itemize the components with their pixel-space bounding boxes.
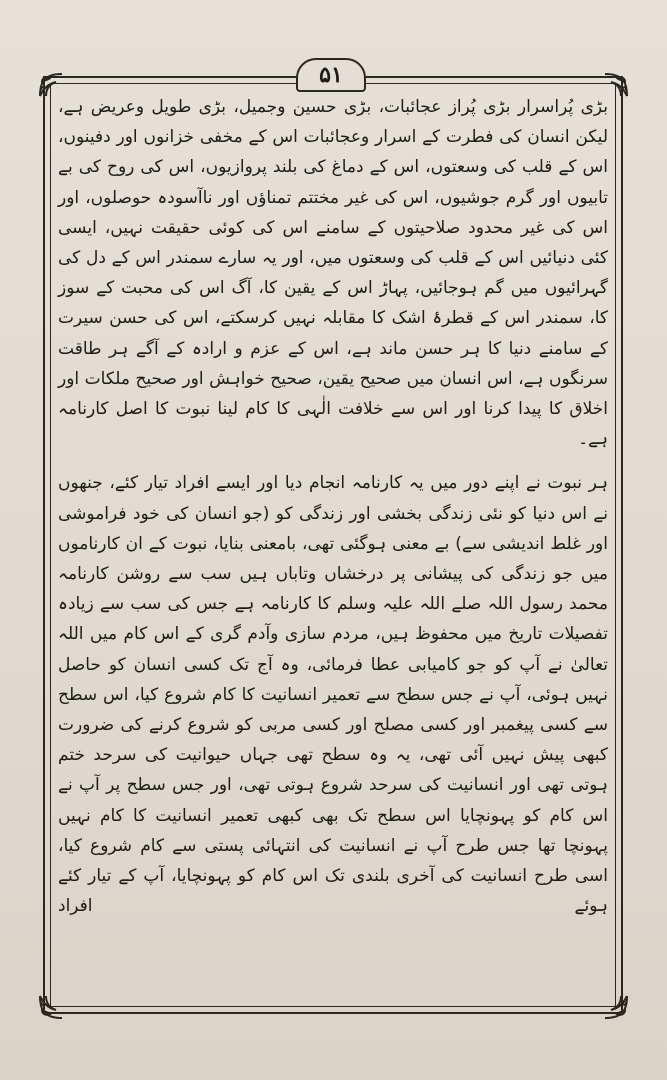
- paragraph: بڑی پُراسرار بڑی پُراز عجائبات، بڑی حسین وجمیل، بڑی طویل وعریض ہے، لیکن انسان کی فطرت کے اسرار وعجائبات اس کے مخفی خزانوں اور دفینوں، اس کے قلب کی وسعتوں، اس کے دماغ کی بلند پروازیوں، اس کی روح کی بے تابیوں اور گرم جوشیوں، اس کی غیر مختتم تمناؤں اور ناآسودہ حوصلوں، اور اس کی غیر محدود صلاحیتوں کے سامنے اس کی کوئی حقیقت نہیں، ایسی کئی دنیائیں اس کے قلب کی وسعتوں میں، اور یہ سارے سمندر اس کے دل کی گہرائیوں میں گم ہوجائیں، پہاڑ اس کے یقین کا، آگ اس کی محبت کے سوز کا، سمندر اس کے قطرۂ اشک کا مقابلہ نہیں کرسکتے، اس کی حسن سیرت کے سامنے دنیا کا ہر حسن ماند ہے، اس کے عزم و ارادہ کے آگے ہر طاقت سرنگوں ہے، اس انسان میں صحیح یقین، صحیح خواہش اور صحیح ملکات اور اخلاق کا پیدا کرنا اور اس سے خلافت الٰہی کا کام لینا نبوت کا اصل کارنامہ ہے۔: [58, 97, 608, 450]
- body-text: [58, 92, 608, 997]
- paragraph: ہر نبوت نے اپنے دور میں یہ کارنامہ انجام دیا اور ایسے افراد تیار کئے، جنھوں نے اس دنیا کو نئی زندگی بخشی اور زندگی کو (جو انسان کی خود فراموشی اور غلط اندیشی سے) بے معنی ہوگئی تھی، بامعنی بنایا، نبوت کے ان کارناموں میں جو زندگی کی پیشانی پر درخشاں وتاباں ہیں سب سے روشن کارنامہ محمد رسول اللہ صلے اللہ علیہ وسلم کا کارنامہ ہے جس کی سب سے زیادہ تفصیلات تاریخ میں محفوظ ہیں، مردم سازی وآدم گری کے اس کام میں اللہ تعالیٰ نے آپ کو جو کامیابی عطا فرمائی، وہ آج تک کسی انسان کو حاصل نہیں ہوئی، آپ نے جس سطح سے تعمیر انسانیت کا کام شروع کیا، اس سطح سے کسی پیغمبر اور کسی مصلح اور کسی مربی کو شروع کرنے کی ضرورت کبھی پیش نہیں آئی تھی، یہ وہ سطح تھی جہاں حیوانیت کی سرحد ختم ہوتی تھی اور انسانیت کی سرحد شروع ہوتی تھی، اور جس سطح پر آپ نے اس کام کو پہونچایا اس سطح تک بھی کبھی تعمیر انسانیت کا کام نہیں پہونچا تھا جس طرح آپ نے انسانیت کی انتہائی پستی سے کام شروع کیا، اسی طرح انسانیت کی آخری بلندی تک اس کام کو پہونچایا، آپ کے تیار کئے ہوئے افراد: [58, 473, 608, 917]
- page-number-badge: [296, 58, 366, 92]
- page-number: ۵۱: [319, 62, 343, 88]
